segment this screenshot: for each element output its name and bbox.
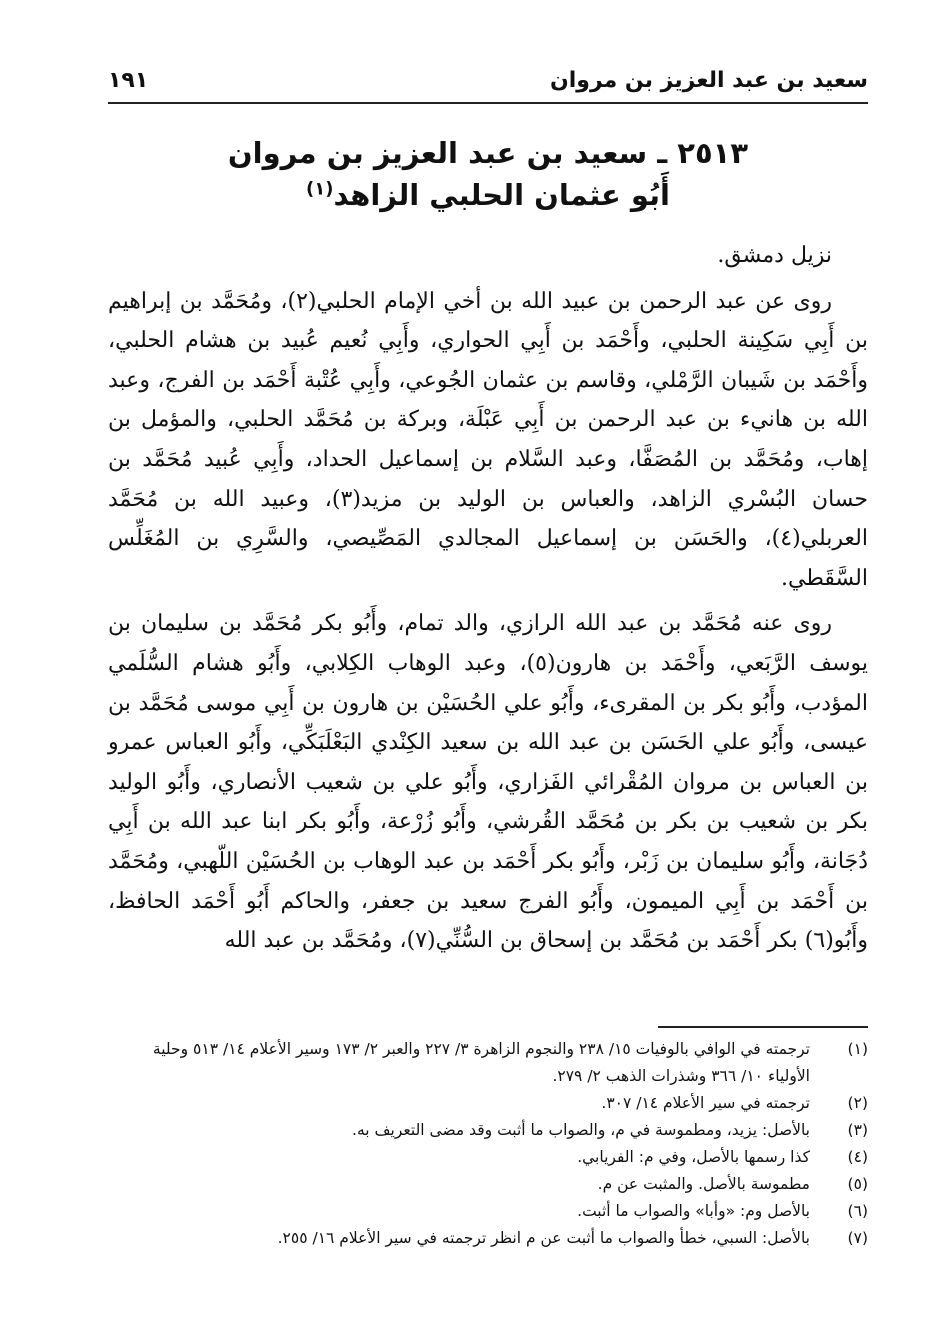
entry-subtitle-text: أَبُو عثمان الحلبي الزاهد — [333, 178, 670, 212]
running-head — [108, 62, 868, 104]
footnote-text: ترجمته في الوافي بالوفيات ١٥/ ٢٣٨ والنجوم الزاهرة ٣/ ٢٢٧ والعبر ٢/ ١٧٣ وسير الأعلام ١٤/ ٥١٣ وحلية الأولياء ١٠/ ٣٦٦ وشذرات الذهب ٢/ ٢٧٩. — [152, 1040, 810, 1085]
footnote-text: بالأصل وم: «وأبا» والصواب ما أثبت. — [577, 1202, 810, 1220]
body-text — [108, 236, 868, 961]
entry-subtitle — [108, 174, 868, 216]
footnote-text: كذا رسمها بالأصل، وفي م: الفريابي. — [577, 1148, 810, 1166]
footnote-item — [108, 1036, 868, 1090]
entry-heading — [108, 132, 868, 216]
footnote-item — [108, 1090, 868, 1117]
footnote-text: مطموسة بالأصل. والمثبت عن م. — [597, 1175, 810, 1193]
footnote-reference: (١) — [306, 178, 334, 200]
footnote-item — [108, 1117, 868, 1144]
footnote-divider — [658, 1026, 868, 1028]
footnote-text: ترجمته في سير الأعلام ١٤/ ٣٠٧. — [601, 1094, 810, 1112]
paragraph-narrated-by: روى عنه مُحَمَّد بن عبد الله الرازي، والد تمام، وأَبُو بكر مُحَمَّد بن سليمان بن يوسف الرَّبَعي، وأَحْمَد بن هارون(٥)، وعبد الوهاب الكِلابي، وأَبُو هشام السُّلَمي المؤدب، وأَبُو بكر بن المقرىء، وأَبُو علي الحُسَيْن بن هارون بن أَبِي موسى مُحَمَّد بن عيسى، وأَبُو علي الحَسَن بن عبد الله بن سعيد الكِنْدي البَعْلَبَكِّي، وأَبُو العباس عمرو بن العباس بن مروان المُقْرائي الفَزاري، وأَبُو علي بن شعيب الأنصاري، وأَبُو الوليد بكر بن شعيب بن بكر بن مُحَمَّد القُرشي، وأَبُو زُرْعة، وأَبُو بكر ابنا عبد الله بن أَبِي دُجَانة، وأَبُو سليمان بن زَبْر، وأَبُو بكر أَحْمَد بن عبد الوهاب بن الحُسَيْن اللّهبي، ومُحَمَّد بن أَحْمَد بن أَبِي الميمون، وأَبُو الفرج سعيد بن جعفر، والحاكم أَبُو أَحْمَد الحافظ، وأَبُو(٦) بكر أَحْمَد بن مُحَمَّد بن إسحاق بن السُّنِّي(٧)، ومُحَمَّد بن عبد الله — [108, 611, 868, 954]
paragraph-narrated-from: روى عن عبد الرحمن بن عبيد الله بن أخي الإمام الحلبي(٢)، ومُحَمَّد بن إبراهيم بن أَبِي سَكِينة الحلبي، وأَحْمَد بن أَبِي الحواري، وأَبِي نُعيم عُبيد بن هشام الحلبي، وأَحْمَد بن شَيبان الرَّمْلي، وقاسم بن عثمان الجُوعي، وأَبِي عُتْبة أَحْمَد بن الفرج، وعبد الله بن هانيء بن عبد الرحمن بن أَبِي عَبْلَة، وبركة بن مُحَمَّد الحلبي، والمؤمل بن إهاب، ومُحَمَّد بن المُصَفَّا، وعبد السَّلام بن إسماعيل الحداد، وأَبِي عُبيد مُحَمَّد بن حسان البُسْري الزاهد، والعباس بن الوليد بن مزيد(٣)، وعبيد الله بن مُحَمَّد العربلي(٤)، والحَسَن بن إسماعيل المجالدي المَصِّيصي، والسَّرِي بن المُغَلِّس السَّقَطي. — [108, 288, 868, 591]
footnote-number: (١) — [847, 1040, 868, 1058]
footnote-text: بالأصل: السبي، خطأ والصواب ما أثبت عن م انظر ترجمته في سير الأعلام ١٦/ ٢٥٥. — [277, 1229, 810, 1247]
footnote-item — [108, 1144, 868, 1171]
footnote-number: (٤) — [847, 1148, 868, 1166]
footnotes — [108, 1036, 868, 1252]
entry-title: ٢٥١٣ ـ سعيد بن عبد العزيز بن مروان — [227, 136, 749, 170]
footnote-number: (٧) — [847, 1229, 868, 1247]
footnote-number: (٢) — [847, 1094, 868, 1112]
page-number: ١٩١ — [108, 68, 149, 93]
footnote-number: (٥) — [847, 1175, 868, 1193]
paragraph-residence: نزيل دمشق. — [717, 243, 832, 268]
running-head-title: سعيد بن عبد العزيز بن مروان — [549, 68, 868, 93]
footnote-number: (٣) — [847, 1121, 868, 1139]
footnote-item — [108, 1171, 868, 1198]
footnote-number: (٦) — [847, 1202, 868, 1220]
footnote-item — [108, 1225, 868, 1252]
footnote-item — [108, 1198, 868, 1225]
footnote-text: بالأصل: يزيد، ومطموسة في م، والصواب ما أثبت وقد مضى التعريف به. — [352, 1121, 810, 1139]
